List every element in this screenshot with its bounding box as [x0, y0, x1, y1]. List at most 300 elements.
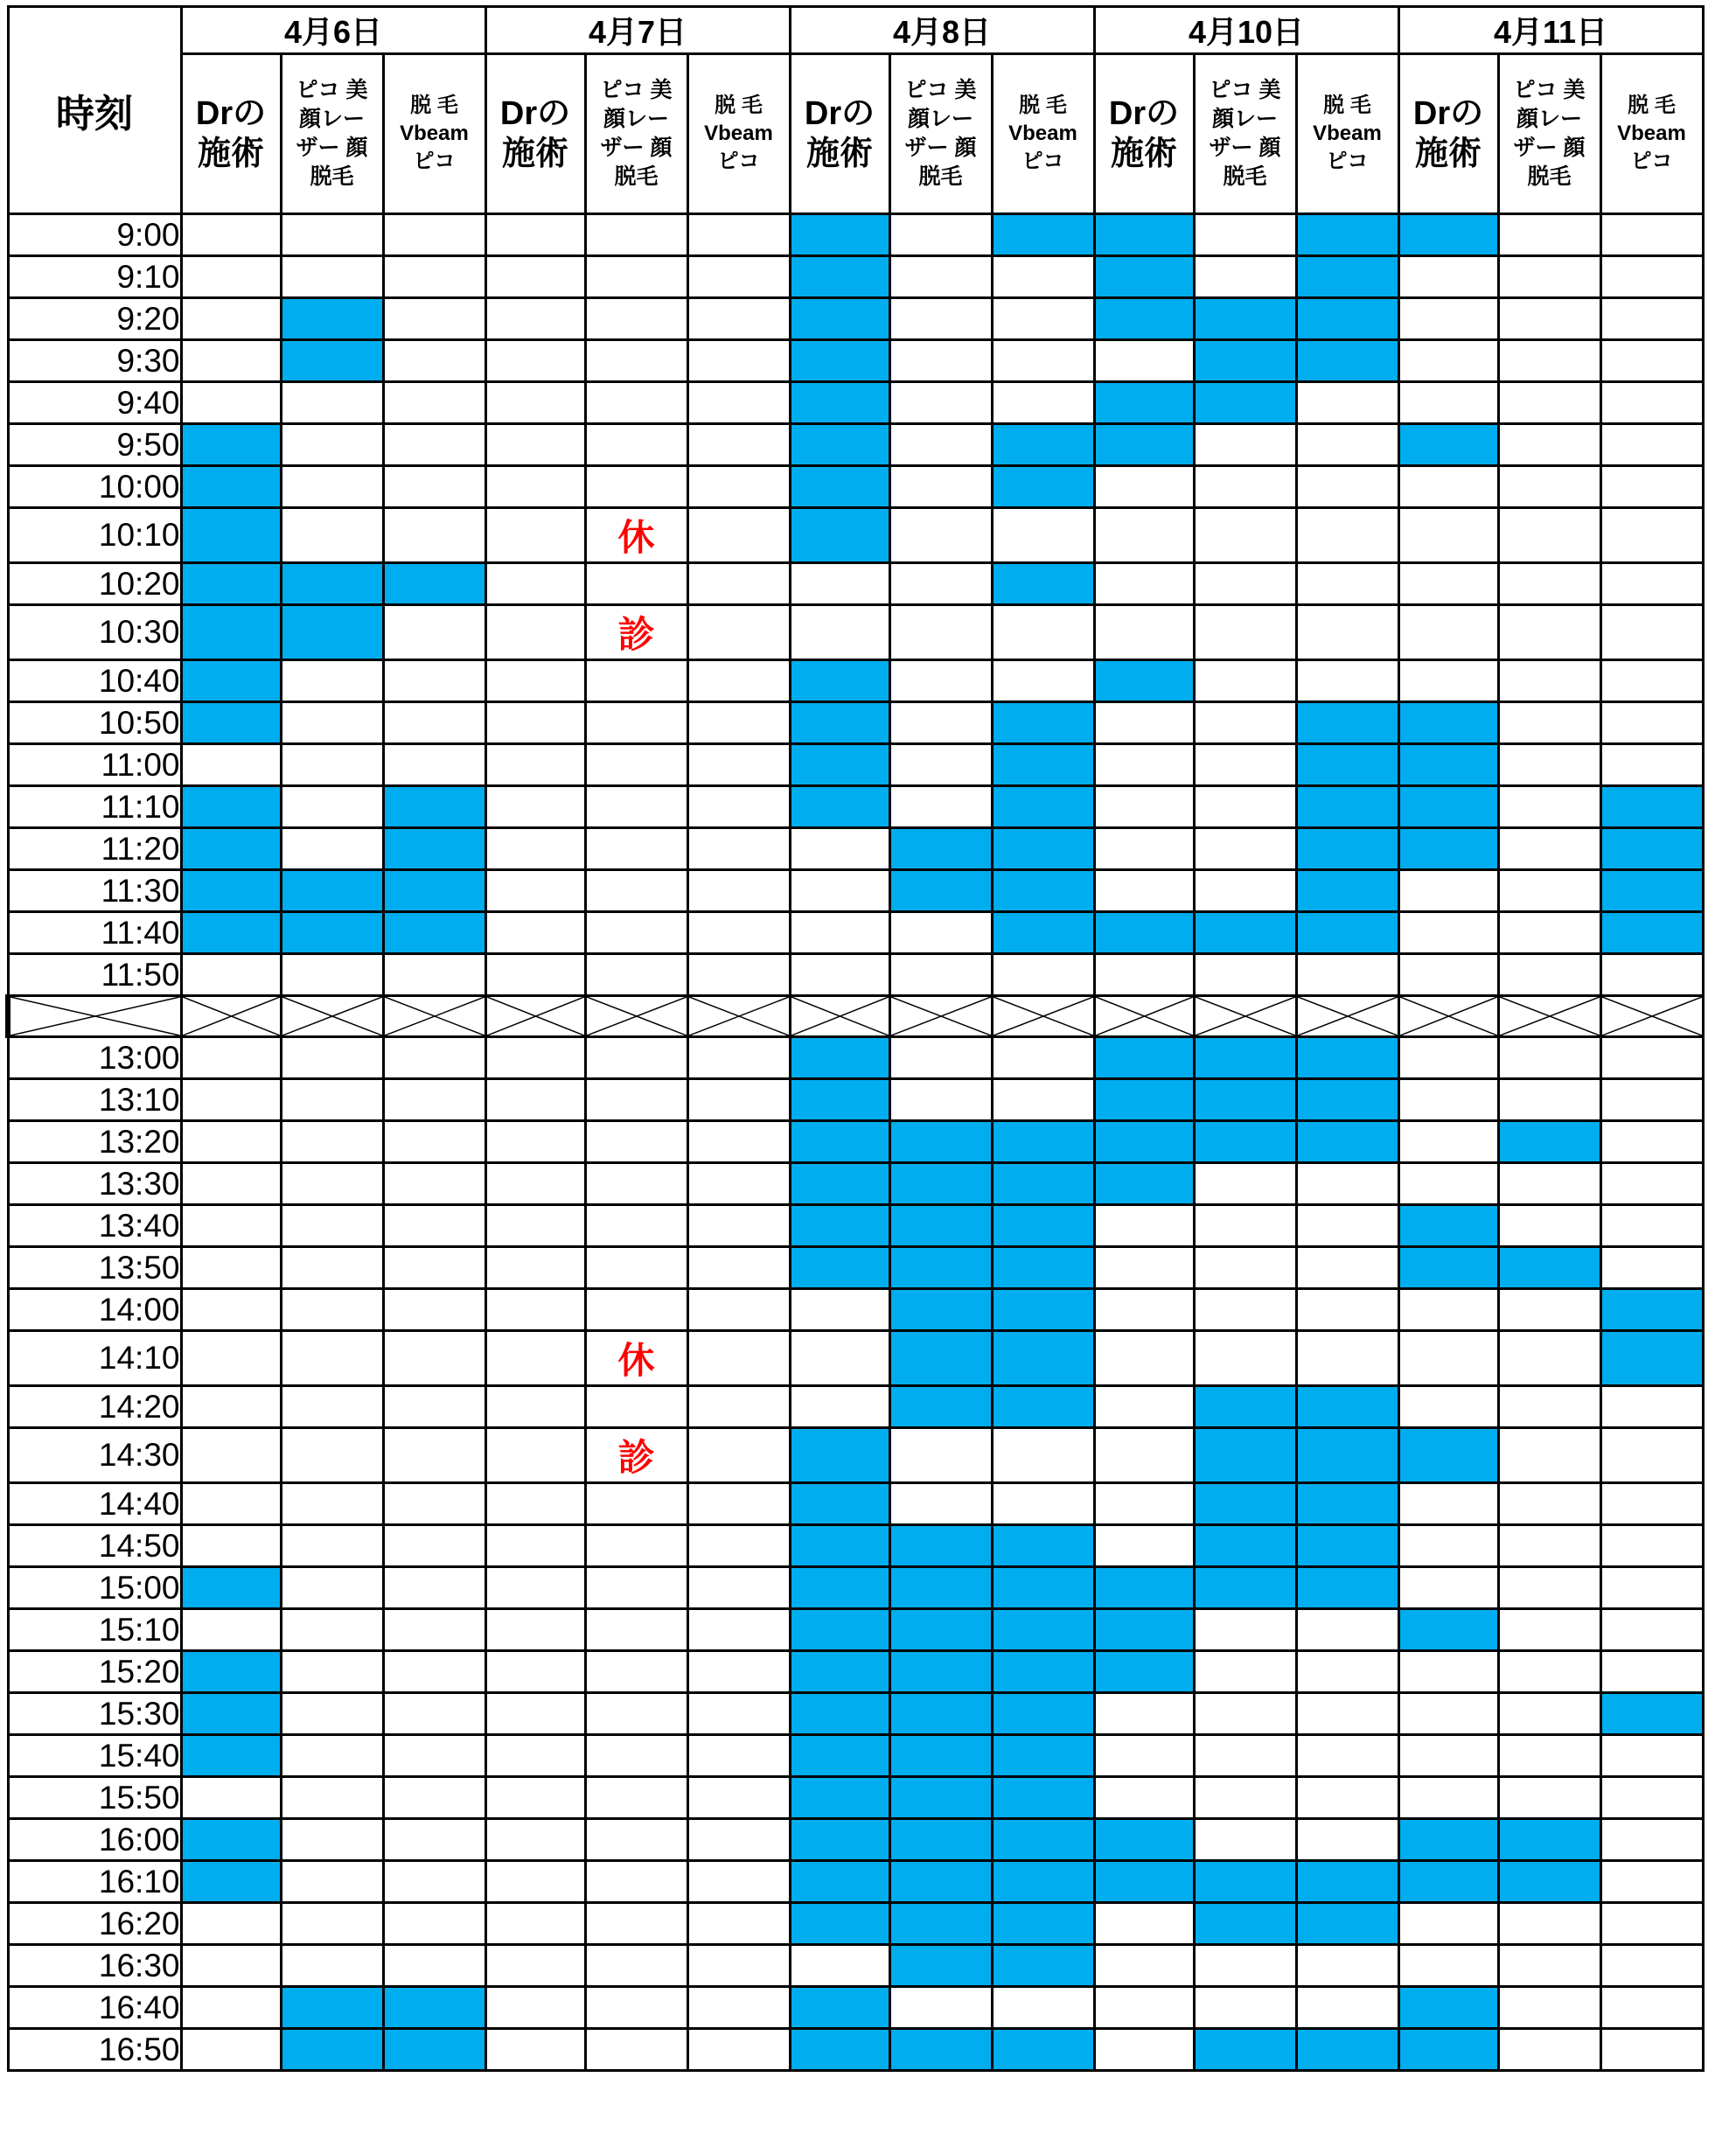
open-slot[interactable] [181, 382, 281, 424]
booked-slot[interactable] [790, 466, 889, 508]
open-slot[interactable] [790, 605, 889, 660]
booked-slot[interactable] [281, 340, 383, 382]
open-slot[interactable] [687, 1205, 790, 1247]
booked-slot[interactable] [992, 1735, 1094, 1777]
booked-slot[interactable] [790, 1567, 889, 1609]
open-slot[interactable] [1296, 1945, 1398, 1987]
open-slot[interactable] [1296, 508, 1398, 563]
booked-slot[interactable] [1398, 2029, 1498, 2071]
booked-slot[interactable] [790, 2029, 889, 2071]
booked-slot[interactable] [181, 912, 281, 954]
open-slot[interactable] [1296, 563, 1398, 605]
booked-slot[interactable] [281, 298, 383, 340]
open-slot[interactable] [1600, 1163, 1703, 1205]
booked-slot[interactable] [1600, 870, 1703, 912]
open-slot[interactable] [1600, 214, 1703, 256]
open-slot[interactable] [485, 912, 585, 954]
open-slot[interactable] [1600, 1386, 1703, 1428]
open-slot[interactable] [1600, 1525, 1703, 1567]
booked-slot[interactable] [181, 466, 281, 508]
open-slot[interactable] [485, 1121, 585, 1163]
open-slot[interactable] [790, 1945, 889, 1987]
booked-slot[interactable] [790, 1247, 889, 1289]
open-slot[interactable] [383, 340, 485, 382]
open-slot[interactable] [1498, 1386, 1600, 1428]
open-slot[interactable] [281, 1735, 383, 1777]
open-slot[interactable] [1094, 1331, 1194, 1386]
booked-slot[interactable] [181, 563, 281, 605]
open-slot[interactable] [1194, 1693, 1296, 1735]
booked-slot[interactable] [1498, 1121, 1600, 1163]
open-slot[interactable] [485, 298, 585, 340]
open-slot[interactable] [181, 256, 281, 298]
open-slot[interactable] [383, 744, 485, 786]
open-slot[interactable] [585, 214, 687, 256]
booked-slot[interactable] [1296, 340, 1398, 382]
open-slot[interactable] [485, 870, 585, 912]
open-slot[interactable] [1498, 744, 1600, 786]
open-slot[interactable] [1398, 1735, 1498, 1777]
open-slot[interactable] [181, 1525, 281, 1567]
open-slot[interactable] [1094, 870, 1194, 912]
booked-slot[interactable] [1094, 660, 1194, 702]
open-slot[interactable] [281, 1693, 383, 1735]
booked-slot[interactable] [1398, 1861, 1498, 1903]
booked-slot[interactable] [992, 1777, 1094, 1819]
booked-slot[interactable] [1094, 1861, 1194, 1903]
open-slot[interactable] [383, 1777, 485, 1819]
open-slot[interactable] [1296, 1609, 1398, 1651]
booked-slot[interactable] [1296, 298, 1398, 340]
open-slot[interactable] [281, 1525, 383, 1567]
open-slot[interactable] [383, 382, 485, 424]
open-slot[interactable] [585, 1289, 687, 1331]
open-slot[interactable] [687, 1289, 790, 1331]
open-slot[interactable] [1600, 1819, 1703, 1861]
open-slot[interactable] [485, 256, 585, 298]
open-slot[interactable] [1398, 508, 1498, 563]
booked-slot[interactable] [992, 1525, 1094, 1567]
booked-slot[interactable] [889, 1651, 992, 1693]
open-slot[interactable] [585, 912, 687, 954]
open-slot[interactable] [687, 870, 790, 912]
open-slot[interactable] [790, 563, 889, 605]
booked-slot[interactable] [281, 912, 383, 954]
open-slot[interactable] [1194, 1735, 1296, 1777]
booked-slot[interactable] [790, 660, 889, 702]
open-slot[interactable] [383, 1609, 485, 1651]
open-slot[interactable] [1094, 1386, 1194, 1428]
open-slot[interactable] [1600, 340, 1703, 382]
booked-slot[interactable] [181, 1819, 281, 1861]
open-slot[interactable] [1398, 1163, 1498, 1205]
open-slot[interactable] [485, 660, 585, 702]
booked-slot[interactable] [1600, 828, 1703, 870]
booked-slot[interactable] [790, 298, 889, 340]
open-slot[interactable] [1600, 2029, 1703, 2071]
booked-slot[interactable] [1194, 1121, 1296, 1163]
open-slot[interactable] [181, 1428, 281, 1483]
open-slot[interactable] [1194, 424, 1296, 466]
open-slot[interactable] [889, 702, 992, 744]
open-slot[interactable] [1296, 1163, 1398, 1205]
open-slot[interactable] [1600, 1609, 1703, 1651]
open-slot[interactable] [1498, 2029, 1600, 2071]
open-slot[interactable] [485, 1037, 585, 1079]
open-slot[interactable] [1094, 744, 1194, 786]
booked-slot[interactable] [790, 1777, 889, 1819]
booked-slot[interactable] [992, 1205, 1094, 1247]
booked-slot[interactable] [1296, 912, 1398, 954]
open-slot[interactable] [383, 702, 485, 744]
open-slot[interactable] [687, 2029, 790, 2071]
booked-slot[interactable] [790, 1037, 889, 1079]
open-slot[interactable] [687, 340, 790, 382]
open-slot[interactable] [687, 298, 790, 340]
open-slot[interactable] [485, 786, 585, 828]
open-slot[interactable] [585, 1121, 687, 1163]
open-slot[interactable] [585, 1945, 687, 1987]
open-slot[interactable] [1600, 1247, 1703, 1289]
open-slot[interactable] [1296, 1987, 1398, 2029]
open-slot[interactable] [281, 1247, 383, 1289]
open-slot[interactable] [1498, 1651, 1600, 1693]
open-slot[interactable] [585, 660, 687, 702]
open-slot[interactable] [687, 1609, 790, 1651]
open-slot[interactable] [1194, 702, 1296, 744]
open-slot[interactable] [585, 1205, 687, 1247]
open-slot[interactable] [1194, 1205, 1296, 1247]
open-slot[interactable] [485, 1735, 585, 1777]
open-slot[interactable] [1296, 466, 1398, 508]
open-slot[interactable] [1498, 563, 1600, 605]
booked-slot[interactable] [1296, 2029, 1398, 2071]
open-slot[interactable] [1194, 660, 1296, 702]
open-slot[interactable] [1296, 1819, 1398, 1861]
open-slot[interactable] [1094, 1247, 1194, 1289]
open-slot[interactable] [1600, 1428, 1703, 1483]
open-slot[interactable] [687, 1987, 790, 2029]
booked-slot[interactable] [1296, 214, 1398, 256]
open-slot[interactable] [1498, 702, 1600, 744]
open-slot[interactable] [585, 702, 687, 744]
open-slot[interactable] [485, 1428, 585, 1483]
open-slot[interactable] [992, 1987, 1094, 2029]
open-slot[interactable] [889, 256, 992, 298]
open-slot[interactable] [281, 424, 383, 466]
open-slot[interactable] [1398, 1945, 1498, 1987]
open-slot[interactable] [1498, 1428, 1600, 1483]
open-slot[interactable] [1498, 786, 1600, 828]
open-slot[interactable] [383, 1945, 485, 1987]
open-slot[interactable] [1094, 563, 1194, 605]
open-slot[interactable] [1398, 1121, 1498, 1163]
booked-slot[interactable] [1600, 1289, 1703, 1331]
booked-slot[interactable] [281, 605, 383, 660]
open-slot[interactable] [1194, 605, 1296, 660]
open-slot[interactable] [1498, 1903, 1600, 1945]
open-slot[interactable] [687, 605, 790, 660]
open-slot[interactable] [1600, 1903, 1703, 1945]
open-slot[interactable] [687, 214, 790, 256]
open-slot[interactable] [1194, 870, 1296, 912]
open-slot[interactable] [992, 1079, 1094, 1121]
open-slot[interactable] [181, 744, 281, 786]
open-slot[interactable] [687, 702, 790, 744]
open-slot[interactable] [281, 786, 383, 828]
open-slot[interactable] [281, 1163, 383, 1205]
open-slot[interactable] [485, 1205, 585, 1247]
open-slot[interactable] [889, 1428, 992, 1483]
open-slot[interactable] [1600, 256, 1703, 298]
open-slot[interactable] [1194, 466, 1296, 508]
booked-slot[interactable] [790, 1525, 889, 1567]
booked-slot[interactable] [790, 1651, 889, 1693]
open-slot[interactable] [1498, 1987, 1600, 2029]
open-slot[interactable] [1296, 1331, 1398, 1386]
booked-slot[interactable] [1296, 1483, 1398, 1525]
open-slot[interactable] [1498, 424, 1600, 466]
booked-slot[interactable] [1094, 1163, 1194, 1205]
open-slot[interactable] [687, 1331, 790, 1386]
booked-slot[interactable] [181, 424, 281, 466]
booked-slot[interactable] [992, 1609, 1094, 1651]
open-slot[interactable] [1296, 605, 1398, 660]
open-slot[interactable] [1194, 214, 1296, 256]
open-slot[interactable] [485, 1079, 585, 1121]
booked-slot[interactable] [1094, 256, 1194, 298]
booked-slot[interactable] [1398, 786, 1498, 828]
open-slot[interactable] [889, 466, 992, 508]
open-slot[interactable] [1498, 256, 1600, 298]
booked-slot[interactable] [790, 1609, 889, 1651]
open-slot[interactable] [281, 1903, 383, 1945]
booked-slot[interactable] [1094, 382, 1194, 424]
booked-slot[interactable] [992, 1945, 1094, 1987]
open-slot[interactable] [383, 1386, 485, 1428]
open-slot[interactable] [585, 1693, 687, 1735]
open-slot[interactable] [889, 1079, 992, 1121]
booked-slot[interactable] [1398, 1609, 1498, 1651]
open-slot[interactable] [687, 424, 790, 466]
booked-slot[interactable] [1398, 702, 1498, 744]
booked-slot[interactable] [1296, 744, 1398, 786]
open-slot[interactable] [889, 1987, 992, 2029]
open-slot[interactable] [281, 660, 383, 702]
open-slot[interactable] [1094, 1735, 1194, 1777]
booked-slot[interactable] [1296, 1903, 1398, 1945]
booked-slot[interactable] [281, 563, 383, 605]
open-slot[interactable] [383, 214, 485, 256]
booked-slot[interactable] [992, 1121, 1094, 1163]
open-slot[interactable] [1194, 1651, 1296, 1693]
booked-slot[interactable] [1296, 702, 1398, 744]
open-slot[interactable] [1094, 702, 1194, 744]
booked-slot[interactable] [1194, 1903, 1296, 1945]
open-slot[interactable] [1398, 1079, 1498, 1121]
open-slot[interactable] [181, 1163, 281, 1205]
open-slot[interactable] [1600, 1651, 1703, 1693]
open-slot[interactable] [1194, 1247, 1296, 1289]
booked-slot[interactable] [383, 563, 485, 605]
open-slot[interactable] [585, 1609, 687, 1651]
open-slot[interactable] [687, 1121, 790, 1163]
booked-slot[interactable] [992, 702, 1094, 744]
open-slot[interactable] [889, 954, 992, 996]
booked-slot[interactable] [790, 1819, 889, 1861]
booked-slot[interactable] [992, 2029, 1094, 2071]
open-slot[interactable] [889, 786, 992, 828]
open-slot[interactable] [281, 508, 383, 563]
open-slot[interactable] [687, 1567, 790, 1609]
open-slot[interactable] [1498, 508, 1600, 563]
open-slot[interactable] [1600, 424, 1703, 466]
booked-slot[interactable] [790, 508, 889, 563]
booked-slot[interactable] [992, 744, 1094, 786]
open-slot[interactable] [181, 1777, 281, 1819]
booked-slot[interactable] [992, 870, 1094, 912]
booked-slot[interactable] [1194, 1567, 1296, 1609]
open-slot[interactable] [1094, 1693, 1194, 1735]
open-slot[interactable] [1398, 340, 1498, 382]
open-slot[interactable] [889, 298, 992, 340]
booked-slot[interactable] [790, 1903, 889, 1945]
booked-slot[interactable] [1600, 912, 1703, 954]
open-slot[interactable] [383, 424, 485, 466]
booked-slot[interactable] [790, 340, 889, 382]
booked-slot[interactable] [790, 382, 889, 424]
booked-slot[interactable] [1398, 744, 1498, 786]
booked-slot[interactable] [889, 1121, 992, 1163]
booked-slot[interactable] [181, 605, 281, 660]
open-slot[interactable] [1094, 954, 1194, 996]
booked-slot[interactable] [1094, 1121, 1194, 1163]
open-slot[interactable] [485, 340, 585, 382]
open-slot[interactable] [485, 563, 585, 605]
open-slot[interactable] [992, 340, 1094, 382]
booked-slot[interactable] [1194, 1386, 1296, 1428]
booked-slot[interactable] [281, 1987, 383, 2029]
open-slot[interactable] [1398, 382, 1498, 424]
open-slot[interactable] [181, 2029, 281, 2071]
open-slot[interactable] [1194, 1987, 1296, 2029]
booked-slot[interactable] [889, 1205, 992, 1247]
booked-slot[interactable] [1296, 256, 1398, 298]
open-slot[interactable] [383, 298, 485, 340]
booked-slot[interactable] [1194, 1079, 1296, 1121]
open-slot[interactable] [383, 508, 485, 563]
booked-slot[interactable] [1094, 1651, 1194, 1693]
open-slot[interactable] [1194, 1777, 1296, 1819]
open-slot[interactable] [1296, 1735, 1398, 1777]
open-slot[interactable] [181, 214, 281, 256]
open-slot[interactable] [485, 744, 585, 786]
booked-slot[interactable] [1398, 828, 1498, 870]
open-slot[interactable] [281, 382, 383, 424]
open-slot[interactable] [1498, 870, 1600, 912]
booked-slot[interactable] [1498, 1861, 1600, 1903]
open-slot[interactable] [585, 256, 687, 298]
open-slot[interactable] [992, 954, 1094, 996]
open-slot[interactable] [383, 1163, 485, 1205]
open-slot[interactable] [1600, 744, 1703, 786]
booked-slot[interactable] [889, 1525, 992, 1567]
open-slot[interactable] [485, 1247, 585, 1289]
open-slot[interactable] [281, 466, 383, 508]
open-slot[interactable] [585, 1651, 687, 1693]
open-slot[interactable] [1094, 1987, 1194, 2029]
booked-slot[interactable] [1398, 1205, 1498, 1247]
open-slot[interactable] [1600, 1121, 1703, 1163]
booked-slot[interactable] [992, 786, 1094, 828]
open-slot[interactable] [281, 1483, 383, 1525]
booked-slot[interactable] [1194, 340, 1296, 382]
booked-slot[interactable] [992, 1861, 1094, 1903]
open-slot[interactable] [1398, 256, 1498, 298]
open-slot[interactable] [485, 1483, 585, 1525]
open-slot[interactable] [281, 1861, 383, 1903]
open-slot[interactable] [181, 1121, 281, 1163]
open-slot[interactable] [585, 382, 687, 424]
booked-slot[interactable] [889, 1693, 992, 1735]
booked-slot[interactable] [1094, 298, 1194, 340]
open-slot[interactable] [585, 1247, 687, 1289]
booked-slot[interactable] [992, 828, 1094, 870]
open-slot[interactable] [1600, 1037, 1703, 1079]
booked-slot[interactable] [992, 466, 1094, 508]
booked-slot[interactable] [992, 1567, 1094, 1609]
open-slot[interactable] [485, 1903, 585, 1945]
open-slot[interactable] [1194, 1945, 1296, 1987]
open-slot[interactable] [485, 2029, 585, 2071]
open-slot[interactable] [1296, 660, 1398, 702]
booked-slot[interactable] [1498, 1819, 1600, 1861]
open-slot[interactable] [1398, 563, 1498, 605]
open-slot[interactable] [889, 912, 992, 954]
open-slot[interactable] [1296, 1289, 1398, 1331]
open-slot[interactable] [485, 702, 585, 744]
booked-slot[interactable] [790, 1163, 889, 1205]
open-slot[interactable] [687, 1386, 790, 1428]
open-slot[interactable] [1498, 660, 1600, 702]
open-slot[interactable] [383, 954, 485, 996]
booked-slot[interactable] [992, 214, 1094, 256]
booked-slot[interactable] [1296, 1525, 1398, 1567]
booked-slot[interactable] [1194, 298, 1296, 340]
open-slot[interactable] [485, 214, 585, 256]
open-slot[interactable] [1498, 1289, 1600, 1331]
booked-slot[interactable] [383, 912, 485, 954]
booked-slot[interactable] [992, 1331, 1094, 1386]
booked-slot[interactable] [992, 1903, 1094, 1945]
open-slot[interactable] [1498, 1567, 1600, 1609]
open-slot[interactable] [687, 1861, 790, 1903]
open-slot[interactable] [1398, 954, 1498, 996]
open-slot[interactable] [992, 1037, 1094, 1079]
open-slot[interactable] [485, 1651, 585, 1693]
open-slot[interactable] [281, 1121, 383, 1163]
open-slot[interactable] [485, 1163, 585, 1205]
booked-slot[interactable] [1194, 1037, 1296, 1079]
open-slot[interactable] [1194, 1819, 1296, 1861]
booked-slot[interactable] [889, 1331, 992, 1386]
open-slot[interactable] [485, 605, 585, 660]
open-slot[interactable] [1600, 466, 1703, 508]
open-slot[interactable] [1094, 1525, 1194, 1567]
open-slot[interactable] [585, 424, 687, 466]
open-slot[interactable] [1194, 786, 1296, 828]
booked-slot[interactable] [889, 1945, 992, 1987]
